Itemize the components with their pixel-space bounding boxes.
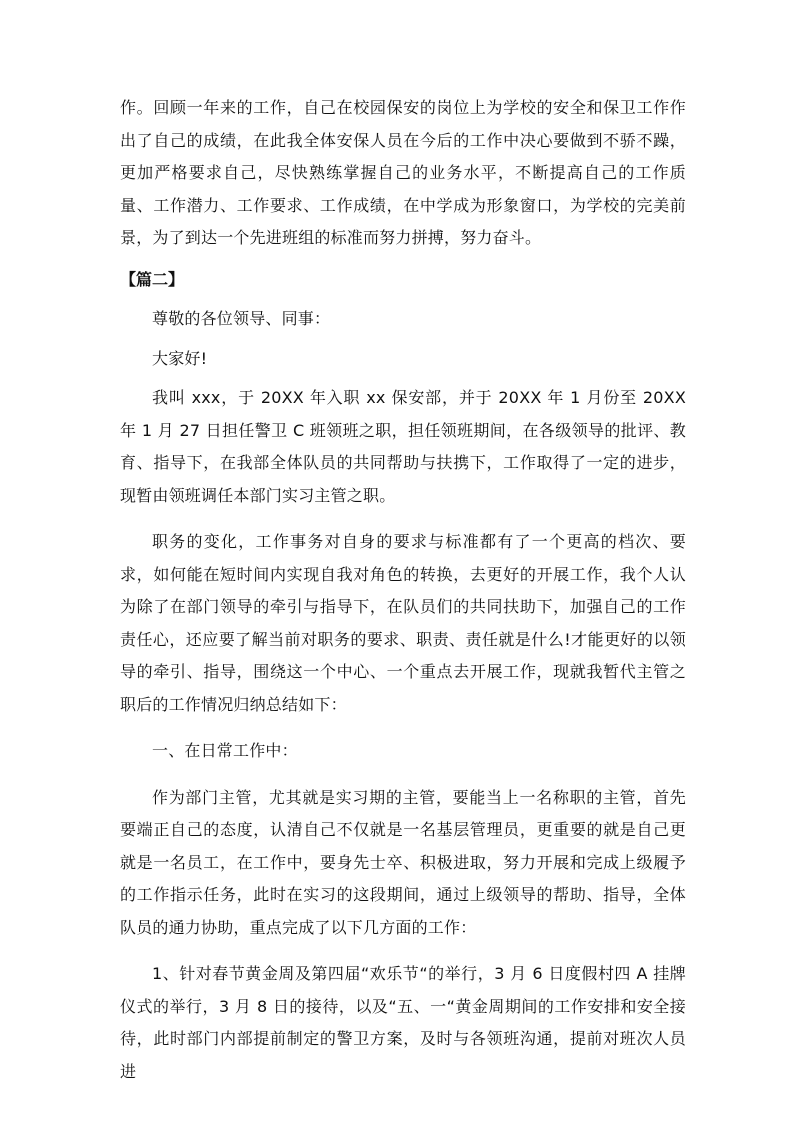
salutation: 尊敬的各位领导、同事： xyxy=(152,309,331,328)
document-body xyxy=(120,92,686,1088)
paragraph-self-introduction: 我叫 xxx，于 20XX 年入职 xx 保安部，并于 20XX 年 1 月份至 20XX 年 1 月 27 日担任警卫 C 班领班之职，担任领班期间，在各级领导的批评、教育、指导下，在我部全体队员的共同帮助与扶携下，工作取得了一定的进步，现暂由领班调任本部门实习主管之职。 xyxy=(120,388,686,505)
paragraph-intro: 作。回顾一年来的工作，自己在校园保安的岗位上为学校的安全和保卫工作作出了自己的成绩，在此我全体安保人员在今后的工作中决心要做到不骄不躁，更加严格要求自己，尽快熟练掌握自己的业务水平，不断提高自己的工作质量、工作潜力、工作要求、工作成绩，在中学成为形象窗口，为学校的完美前景，为了到达一个先进班组的标准而努力拼搏，努力奋斗。 xyxy=(120,98,686,247)
paragraph-role-change: 职务的变化，工作事务对自身的要求与标准都有了一个更高的档次、要求，如何能在短时间内实现自我对角色的转换，去更好的开展工作，我个人认为除了在部门领导的牵引与指导下，在队员们的共同扶助下，加强自己的工作责任心，还应要了解当前对职务的要求、职责、责任就是什么!才能更好的以领导的牵引、指导，围绕这一个中心、一个重点去开展工作，现就我暂代主管之职后的工作情况归纳总结如下： xyxy=(120,532,686,714)
subsection-heading: 一、在日常工作中： xyxy=(152,741,298,760)
section-heading: 【篇二】 xyxy=(120,269,185,289)
greeting: 大家好! xyxy=(152,348,208,368)
paragraph-daily-work: 作为部门主管，尤其就是实习期的主管，要能当上一名称职的主管，首先要端正自己的态度，认清自己不仅就是一名基层管理员，更重要的就是自己更就是一名员工，在工作中，要身先士卒、积极进取，努力开展和完成上级履予的工作指示任务，此时在实习的这段期间，通过上级领导的帮助、指导，全体队员的通力协助，重点完成了以下几方面的工作： xyxy=(120,787,686,937)
paragraph-item-1: 1、针对春节黄金周及第四届“欢乐节“的举行，3 月 6 日度假村四 A 挂牌仪式的举行，3 月 8 日的接待，以及“五、一“黄金周期间的工作安排和安全接待，此时部门内部提前制定的警卫方案，及时与各领班沟通，提前对班次人员进 xyxy=(120,964,686,1081)
